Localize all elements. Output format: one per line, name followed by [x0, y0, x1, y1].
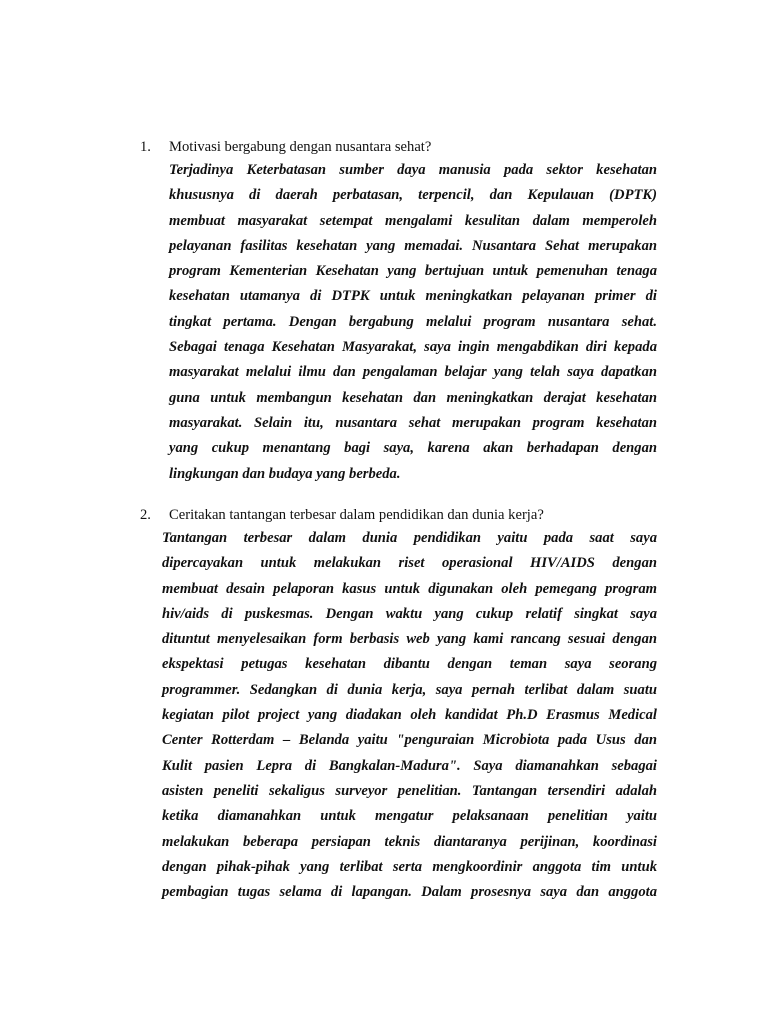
answer-line: ketika diamanahkan untuk mengatur pelaksanaan penelitian yaitu: [162, 808, 657, 825]
answer-line: Center Rotterdam – Belanda yaitu "penguraian Microbiota pada Usus dan: [162, 732, 657, 749]
answer-line: Kulit pasien Lepra di Bangkalan-Madura". Saya diamanahkan sebagai: [162, 757, 657, 774]
answer-line: dituntut menyelesaikan form berbasis web yang kami rancang sesuai dengan: [162, 631, 657, 648]
question-heading: [140, 505, 660, 525]
answer-paragraph: [169, 158, 657, 487]
answer-line: asisten peneliti sekaligus surveyor penelitian. Tantangan tersendiri adalah: [162, 782, 657, 799]
answer-line: pelayanan fasilitas kesehatan yang memadai. Nusantara Sehat merupakan: [169, 237, 657, 254]
answer-line: masyarakat melalui ilmu dan pengalaman belajar yang telah saya dapatkan: [169, 364, 657, 381]
answer-line: hiv/aids di puskesmas. Dengan waktu yang cukup relatif singkat saya: [162, 605, 657, 622]
question-item-1: [140, 137, 660, 487]
answer-line: yang cukup menantang bagi saya, karena akan berhadapan dengan: [169, 440, 657, 457]
answer-line: dipercayakan untuk melakukan riset operasional HIV/AIDS dengan: [162, 555, 657, 572]
answer-line: kesehatan utamanya di DTPK untuk meningkatkan pelayanan primer di: [169, 288, 657, 305]
answer-line: lingkungan dan budaya yang berbeda.: [169, 465, 401, 482]
question-item-2: [140, 505, 660, 905]
answer-line: Tantangan terbesar dalam dunia pendidikan yaitu pada saat saya: [162, 530, 657, 546]
answer-line: Sebagai tenaga Kesehatan Masyarakat, saya ingin mengabdikan diri kepada: [169, 339, 657, 356]
answer-line: membuat desain pelaporan kasus untuk digunakan oleh pemegang program: [162, 580, 657, 597]
answer-line: masyarakat. Selain itu, nusantara sehat merupakan program kesehatan: [169, 414, 657, 431]
answer-line: kegiatan pilot project yang diadakan oleh kandidat Ph.D Erasmus Medical: [162, 707, 657, 724]
answer-line: tingkat pertama. Dengan bergabung melalui program nusantara sehat.: [169, 313, 657, 330]
question-number: 1.: [140, 139, 151, 155]
answer-line: Terjadinya Keterbatasan sumber daya manusia pada sektor kesehatan: [169, 162, 657, 178]
answer-line: dengan pihak-pihak yang terlibat serta mengkoordinir anggota tim untuk: [162, 858, 657, 875]
question-heading: [140, 137, 660, 157]
answer-line: pembagian tugas selama di lapangan. Dalam prosesnya saya dan anggota: [162, 884, 657, 901]
answer-paragraph: [162, 526, 657, 905]
question-text: Ceritakan tantangan terbesar dalam pendidikan dan dunia kerja?: [169, 507, 544, 523]
question-number: 2.: [140, 507, 151, 523]
question-text: Motivasi bergabung dengan nusantara sehat?: [169, 139, 432, 155]
answer-line: guna untuk membangun kesehatan dan meningkatkan derajat kesehatan: [169, 389, 657, 406]
answer-line: program Kementerian Kesehatan yang bertujuan untuk pemenuhan tenaga: [169, 263, 657, 280]
answer-line: membuat masyarakat setempat mengalami kesulitan dalam memperoleh: [169, 212, 657, 229]
answer-line: ekspektasi petugas kesehatan dibantu dengan teman saya seorang: [162, 656, 657, 673]
answer-line: programmer. Sedangkan di dunia kerja, saya pernah terlibat dalam suatu: [162, 681, 657, 698]
answer-line: khususnya di daerah perbatasan, terpencil, dan Kepulauan (DPTK): [169, 187, 657, 204]
answer-line: melakukan beberapa persiapan teknis diantaranya perijinan, koordinasi: [162, 833, 657, 850]
